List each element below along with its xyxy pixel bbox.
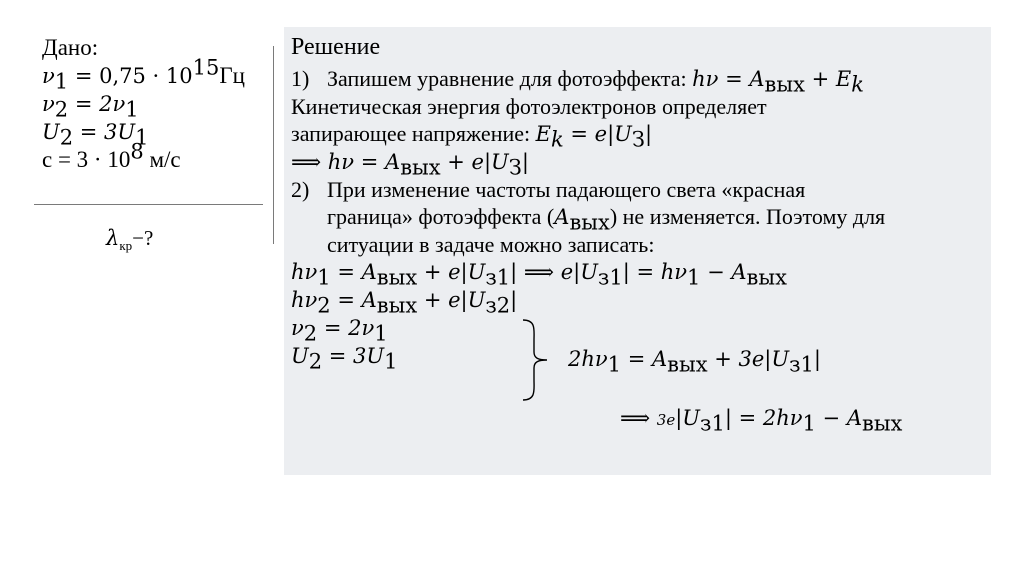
- given-nu2: $\nu_2 = 2\nu_1$: [42, 92, 139, 122]
- equation-2: $h\nu_2 = A_{вых} + e|U_{з2}|$: [291, 288, 518, 318]
- vertical-divider: [273, 46, 274, 244]
- right-curly-brace: [520, 318, 552, 402]
- result-equation-1: $2h\nu_1 = A_{вых} + 3e|U_{з1}|$: [568, 347, 821, 377]
- given-nu1: $\nu_1 = 0,75 \cdot 10^{15}Гц$: [42, 55, 245, 94]
- equation-4: $U_2 = 3U_1$: [291, 344, 398, 374]
- step1: 1) Запишем уравнение для фотоэффекта: $h\nu = A_{вых} + E_k$: [291, 66, 864, 97]
- equation-3: $\nu_2 = 2\nu_1$: [291, 316, 388, 346]
- given-title: Дано:: [42, 35, 99, 60]
- find-expression: $\lambda_{кр}-$?: [106, 226, 154, 254]
- kinetic-line-2: запирающее напряжение: $E_k = e|U_З|$: [291, 121, 653, 152]
- step2-line-1: 2) При изменение частоты падающего света «красная: [291, 177, 806, 202]
- given-c: $c = 3 \cdot 10^8$ м/с: [42, 139, 181, 172]
- given-u2: $U_2 = 3U_1$: [42, 120, 149, 150]
- equation-1: $h\nu_1 = A_{вых} + e|U_{з1}|$ ⟹ $e|U_{з1}| = h\nu_1 - A_{вых}$: [291, 260, 787, 290]
- step2-line-2: граница» фотоэффекта $(A_{вых})$ не изменяется. Поэтому для: [327, 204, 886, 235]
- result-equation-2: ⟹ $3e|U_{з1}| = 2h\nu_1 - A_{вых}$: [620, 406, 903, 436]
- given-block: [42, 34, 245, 174]
- kinetic-line-1: Кинетическая энергия фотоэлектронов определяет: [291, 94, 767, 119]
- implies-line: ⟹ $h\nu = A_{вых} + e|U_З|$: [291, 150, 529, 180]
- given-divider: [34, 204, 263, 205]
- solution-title: Решение: [291, 34, 381, 60]
- solution-block: [291, 34, 986, 377]
- step2-line-3: ситуации в задаче можно записать:: [327, 232, 655, 257]
